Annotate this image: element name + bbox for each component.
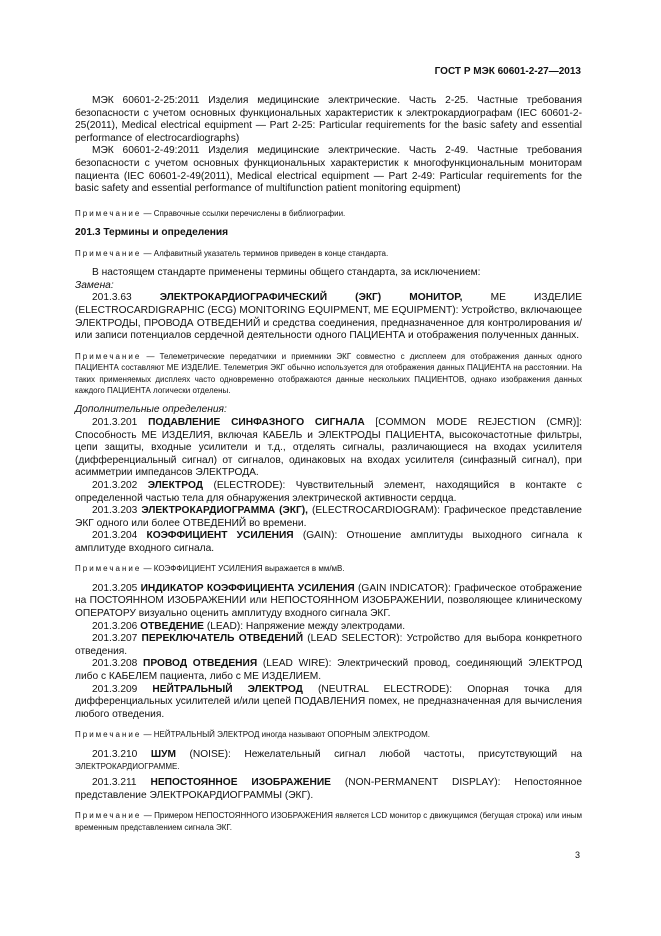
definition-201-3-211 [75,777,582,802]
definition-text: [COMMON MODE REJECTION (CMR)]: Способность МЕ ИЗДЕЛИЯ, включая КАБЕЛЬ и ЭЛЕКТРОДЫ ПАЦИЕНТА, высокочастотные фильтры, цепи защиты, входные усилители и т.д., отделять сигналы, различающиеся на входах усилителя (дифференциальный сигнал) от сигналов, одинаковых на входах усилителя (синфазный сигнал), при асимметрии импедансов ЭЛЕКТРОДА. [75,416,582,479]
definition-term: ПРОВОД ОТВЕДЕНИЯ [143,658,258,670]
definition-term: ЭЛЕКТРОД [147,479,203,491]
definition-text: (ELECTRODE): Чувствительный элемент, находящийся в контакте с определенной частью тела для обнаружения электрической активности сердца. [75,479,582,504]
page-number: 3 [574,850,580,860]
definition-text: (ELECTROCARDIOGRAM): Графическое представление ЭКГ одного или более ОТВЕДЕНИЙ во времени. [75,505,582,529]
definition-term: ЭЛЕКТРОКАРДИОГРАФИЧЕСКИЙ (ЭКГ) МОНИТОР, [159,292,463,304]
definition-201-3-210 [75,749,582,774]
definition-number: 201.3.210 [92,748,151,760]
definition-term: ПЕРЕКЛЮЧАТЕЛЬ ОТВЕДЕНИЙ [141,633,304,645]
note-label: Примечание [75,811,142,821]
definition-term: КОЭФФИЦИЕНТ УСИЛЕНИЯ [146,530,294,542]
definition-201-3-207 [75,633,582,658]
definition-number: 201.3.206 [92,620,141,632]
standard-header: ГОСТ Р МЭК 60601-2-27—2013 [434,66,581,77]
note-neutral-electrode [75,729,582,740]
definition-201-3-203 [75,505,582,530]
note-text: — Алфавитный указатель терминов приведен в конце стандарта. [141,248,389,258]
note-gain [75,563,582,574]
definition-number: 201.3.205 [92,582,141,594]
definition-number: 201.3.211 [92,777,151,788]
definition-term: ШУМ [150,748,176,760]
note-label: Примечание [75,351,142,361]
intro-paragraph: В настоящем стандарте применены термины общего стандарта, за исключением: [92,267,481,279]
definition-term: ЭЛЕКТРОКАРДИОГРАММА (ЭКГ), [141,505,308,517]
definition-number: 201.3.203 [92,505,142,517]
definition-text: (NEUTRAL ELECTRODE): Опорная точка для дифференциальных усилителей и/или цепей ПОДАВЛЕНИЯ помех, не предназначенная для вычисления любого отведения. [75,683,582,720]
definition-text-small: ЭЛЕКТРОКАРДИОГРАММЕ. [75,762,180,772]
document-body [75,95,582,841]
note-references [75,208,582,219]
definition-201-3-204 [75,530,582,555]
note-text: — КОЭФФИЦИЕНТ УСИЛЕНИЯ выражается в мм/мВ. [141,564,345,574]
definition-201-3-201 [75,417,582,480]
definition-number: 201.3.209 [92,683,153,695]
definition-text: (NON-PERMANENT DISPLAY): Непостоянное представление ЭЛЕКТРОКАРДИОГРАММЫ (ЭКГ). [75,777,583,801]
definition-text: (GAIN INDICATOR): Графическое отображение на ПОСТОЯННОМ ИЗОБРАЖЕНИИ или НЕПОСТОЯННОМ ИЗОБРАЖЕНИИ, позволяющее клиническому ОПЕРАТОРУ визуально оценить амплитуду входного сигнала ЭКГ. [75,582,582,620]
note-text: — НЕЙТРАЛЬНЫЙ ЭЛЕКТРОД иногда называют ОПОРНЫМ ЭЛЕКТРОДОМ. [141,730,430,740]
definition-number: 201.3.202 [92,479,148,491]
definition-201-3-208 [75,658,582,683]
definition-number: 201.3.208 [92,658,144,670]
definition-text: (LEAD): Напряжение между электродами. [203,620,406,632]
section-title: 201.3 Термины и определения [75,227,229,239]
note-text: — Справочные ссылки перечислены в библиографии. [141,208,346,218]
note-non-permanent-display [75,810,582,833]
note-label: Примечание [75,564,142,574]
definition-number: 201.3.63 [92,292,160,304]
definition-201-3-205 [75,583,582,621]
note-label: Примечание [75,208,142,218]
definition-number: 201.3.201 [92,416,149,428]
note-label: Примечание [75,730,142,740]
definition-text: (LEAD WIRE): Электрический провод, соединяющий ЭЛЕКТРОД либо с КАБЕЛЕМ пациента, либо с МЕ ИЗДЕЛИЕМ. [75,658,582,683]
note-index [75,248,582,259]
additional-label: Дополнительные определения: [75,404,227,416]
definition-term: ПОДАВЛЕНИЕ СИНФАЗНОГО СИГНАЛА [148,416,365,428]
note-telemetry [75,351,582,397]
definition-number: 201.3.207 [92,633,142,645]
definition-201-3-63 [75,292,582,342]
replace-label: Замена: [75,279,114,291]
definition-text: (NOISE): Нежелательный сигнал любой частоты, присутствующий на [175,748,583,760]
definition-term: НЕЙТРАЛЬНЫЙ ЭЛЕКТРОД [152,683,303,695]
definition-term: ОТВЕДЕНИЕ [140,620,204,632]
reference-60601-2-25: МЭК 60601-2-25:2011 Изделия медицинские электрические. Часть 2-25. Частные требования безопасности с учетом основных функциональных характеристик к электрокардиографам (IEC 60601-2-25(2011), Medical electrical equipment — Part 2-25: Particular requirements for the basic safety and essential performance of electrocardiographs) [75,95,582,144]
definition-text: (GAIN): Отношение амплитуды выходного сигнала к амплитуде входного сигнала. [75,530,583,554]
note-label: Примечание [75,248,142,258]
definition-201-3-206 [75,621,582,634]
definition-term: ИНДИКАТОР КОЭФФИЦИЕНТА УСИЛЕНИЯ [140,582,355,594]
definition-term: НЕПОСТОЯННОЕ ИЗОБРАЖЕНИЕ [150,777,331,788]
definition-text: МЕ ИЗДЕЛИЕ (ELECTROCARDIGRAPHIC (ECG) MONITORING EQUIPMENT, ME EQUIPMENT): Устройство, включающее ЭЛЕКТРОДЫ, ПРОВОДА ОТВЕДЕНИЙ и средства соединения, предназначенное для контролирования и/или записи потенциалов сердечной деятельности одного ПАЦИЕНТА и отображения полученных данных. [75,292,582,342]
note-text: — Телеметрические передатчики и приемники ЭКГ совместно с дисплеем для отображения данных одного ПАЦИЕНТА составляют МЕ ИЗДЕЛИЕ. Телеметрия ЭКГ обычно используется для отображения данных ПАЦИЕНТА на расстоянии. На таких применяемых дисплеях часто одновременно отображаются данные нескольких ПАЦИЕНТОВ, однако изображения данных каждого ПАЦИЕНТА логически отделены. [75,351,582,395]
definition-number: 201.3.204 [92,530,147,542]
note-text: — Примером НЕПОСТОЯННОГО ИЗОБРАЖЕНИЯ является LCD монитор с движущимся (бегущая строка) или иным временным представлением сигнала ЭКГ. [75,811,582,832]
reference-60601-2-49: МЭК 60601-2-49:2011 Изделия медицинские электрические. Часть 2-49. Частные требования безопасности с учетом основных функциональных характеристик к многофункциональным мониторам пациента (IEC 60601-2-49(2011), Medical electrical equipment — Part 2-49: Particular requirements for the basic safety and essential performance of multifunction patient monitoring equipment) [75,145,582,195]
definition-text: (LEAD SELECTOR): Устройство для выбора конкретного отведения. [75,633,583,657]
definition-201-3-209 [75,684,582,722]
definition-201-3-202 [75,480,582,505]
